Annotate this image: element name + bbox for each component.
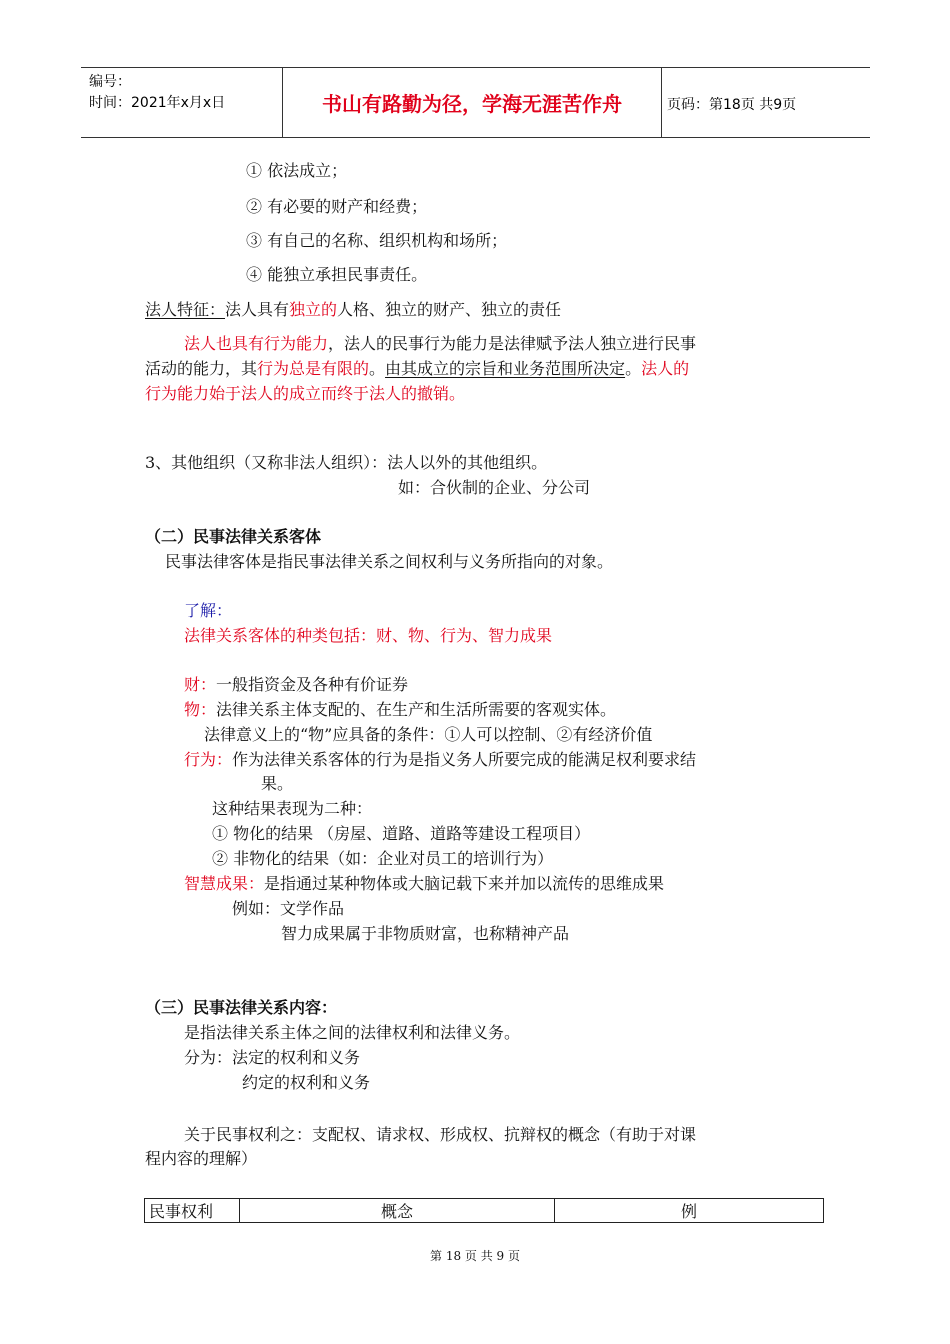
result-intro: 这种结果表现为二种： [212,799,373,818]
table-header-cell: 民事权利 [145,1199,240,1223]
other-org-example: 如：合伙制的企业、分公司 [398,478,591,497]
xw-line [184,749,696,771]
capacity-text: 。 [369,359,386,378]
features-highlight: 独立的 [289,300,338,319]
xw-label: 行为： [184,750,233,769]
wu-line [184,699,616,721]
result-item: ② 非物化的结果（如：企业对员工的培训行为） [212,849,554,868]
features-label: 法人特征： [145,300,226,319]
rights-paragraph: 关于民事权利之：支配权、请求权、形成权、抗辩权的概念（有助于对课 [184,1125,697,1144]
header-meta [89,72,225,114]
capacity-line-2 [145,358,689,380]
condition-item: ② 有必要的财产和经费； [246,197,428,216]
capacity-line-1 [184,333,696,355]
wu-text: 法律关系主体支配的、在生产和生活所需要的客观实体。 [216,700,617,719]
header-motto: 书山有路勤为径，学海无涯苦作舟 [322,92,622,116]
cai-text: 一般指资金及各种有价证券 [216,675,409,694]
capacity-highlight: 行为总是有限的 [257,359,370,378]
capacity-highlight: 法人的 [641,359,690,378]
table-row [145,1199,824,1223]
rights-split: 分为：法定的权利和义务 [184,1048,361,1067]
section-definition: 是指法律关系主体之间的法律权利和法律义务。 [184,1023,521,1042]
header-time: 时间：2021年x月x日 [89,95,226,111]
header-page-code: 页码：第18页 共9页 [667,97,797,113]
condition-item: ④ 能独立承担民事责任。 [246,265,428,284]
wu-conditions: 法律意义上的“物”应具备的条件：①人可以控制、②有经济价值 [204,725,653,744]
zh-line [184,873,664,895]
capacity-underlined: 由其成立的宗旨和业务范围所决定 [385,359,626,378]
section-heading: （二）民事法律关系客体 [145,527,322,546]
cai-label: 财： [184,675,217,694]
zh-note: 智力成果属于非物质财富，也称精神产品 [281,924,570,943]
capacity-text: 活动的能力，其 [145,359,258,378]
section-heading: （三）民事法律关系内容： [145,998,338,1017]
capacity-line-3: 行为能力始于法人的成立而终于法人的撤销。 [145,384,466,403]
features-text: 人格、独立的财产、独立的责任 [337,300,562,319]
header-number: 编号： [89,74,131,90]
other-org-definition: 3、其他组织（又称非法人组织）：法人以外的其他组织。 [145,453,548,472]
capacity-text: ，法人的民事行为能力是法律赋予法人独立进行民事 [328,334,697,353]
xw-text: 作为法律关系客体的行为是指义务人所要完成的能满足权利要求结 [232,750,697,769]
zh-text: 是指通过某种物体或大脑记载下来并加以流传的思维成果 [264,874,665,893]
rights-paragraph-cont: 程内容的理解） [145,1149,258,1168]
condition-item: ① 依法成立； [246,161,348,180]
condition-item: ③ 有自己的名称、组织机构和场所； [246,231,508,250]
result-item: ① 物化的结果 （房屋、道路、道路等建设工程项目） [212,824,591,843]
features-line [145,299,561,321]
section-definition: 民事法律客体是指民事法律关系之间权利与义务所指向的对象。 [165,552,614,571]
table-header-cell: 例 [555,1199,824,1223]
rights-table [144,1198,824,1223]
zh-example: 例如：文学作品 [232,899,345,918]
header-divider [661,68,662,137]
xw-text-cont: 果。 [261,774,294,793]
page-footer: 第 18 页 共 9 页 [430,1249,520,1263]
note-label: 了解： [184,601,233,620]
page-header [81,67,870,138]
rights-split-2: 约定的权利和义务 [242,1073,371,1092]
zh-label: 智慧成果： [184,874,265,893]
features-text: 法人具有 [225,300,290,319]
capacity-highlight: 法人也具有行为能力 [184,334,329,353]
cai-line [184,674,408,696]
wu-label: 物： [184,700,217,719]
capacity-text: 。 [625,359,642,378]
table-header-cell: 概念 [240,1199,555,1223]
object-types: 法律关系客体的种类包括：财、物、行为、智力成果 [184,626,553,645]
